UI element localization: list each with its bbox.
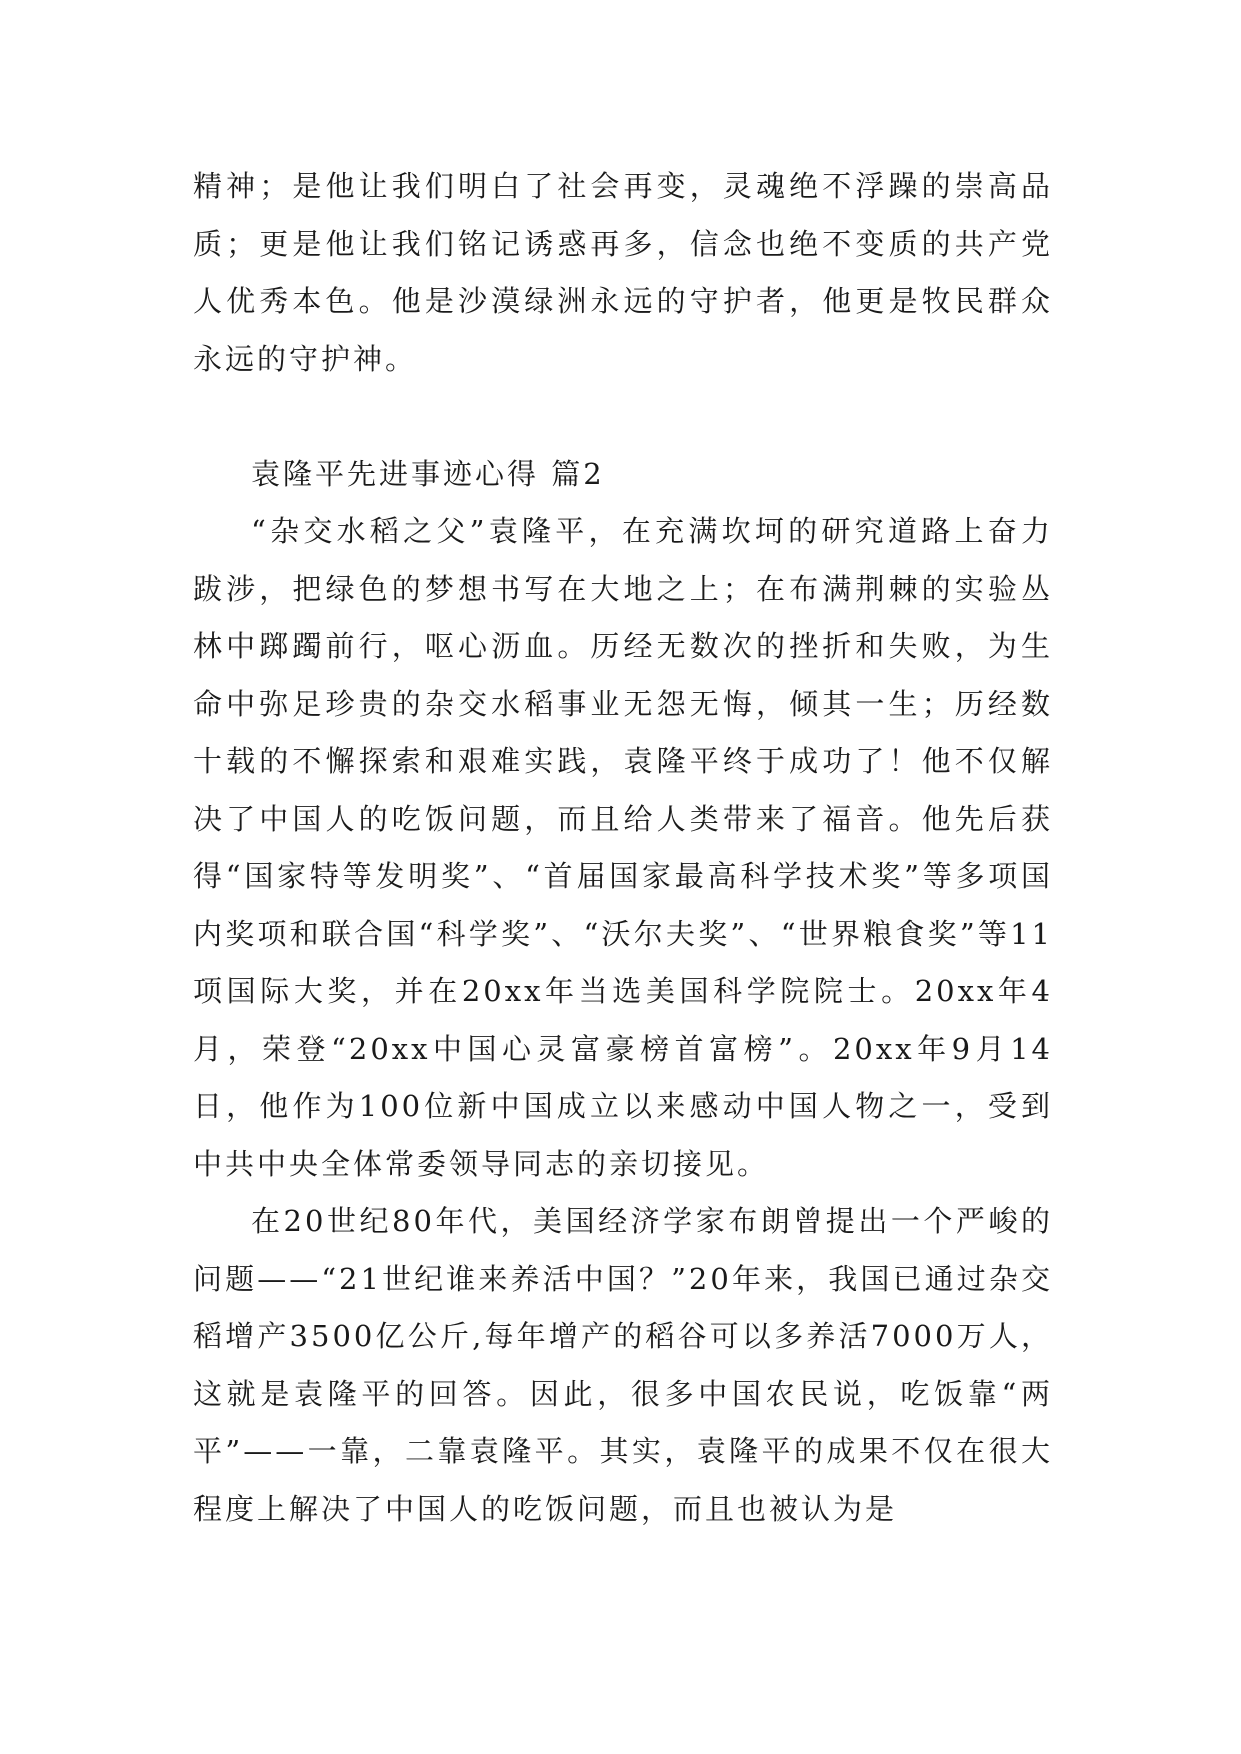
document-body: [193, 158, 1053, 1538]
continuation-paragraph: 精神；是他让我们明白了社会再变，灵魂绝不浮躁的崇高品质；更是他让我们铭记诱惑再多，信念也绝不变质的共产党人优秀本色。他是沙漠绿洲永远的守护者，他更是牧民群众永远的守护神。: [193, 169, 1053, 376]
section-heading: 袁隆平先进事迹心得 篇2: [251, 456, 605, 491]
body-paragraph-1: “杂交水稻之父”袁隆平，在充满坎坷的研究道路上奋力跋涉，把绿色的梦想书写在大地之上；在布满荆棘的实验丛林中踯躅前行，呕心沥血。历经无数次的挫折和失败，为生命中弥足珍贵的杂交水稻事业无怨无悔，倾其一生；历经数十载的不懈探索和艰难实践，袁隆平终于成功了！他不仅解决了中国人的吃饭问题，而且给人类带来了福音。他先后获得“国家特等发明奖”、“首届国家最高科学技术奖”等多项国内奖项和联合国“科学奖”、“沃尔夫奖”、“世界粮食奖”等11项国际大奖，并在20xx年当选美国科学院院士。20xx年4月，荣登“20xx中国心灵富豪榜首富榜”。20xx年9月14日，他作为100位新中国成立以来感动中国人物之一，受到中共中央全体常委领导同志的亲切接见。: [193, 514, 1053, 1181]
body-paragraph-2: 在20世纪80年代，美国经济学家布朗曾提出一个严峻的问题——“21世纪谁来养活中国？”20年来，我国已通过杂交稻增产3500亿公斤,每年增产的稻谷可以多养活7000万人，这就是袁隆平的回答。因此，很多中国农民说，吃饭靠“两平”——一靠，二靠袁隆平。其实，袁隆平的成果不仅在很大程度上解决了中国人的吃饭问题，而且也被认为是: [193, 1204, 1053, 1526]
